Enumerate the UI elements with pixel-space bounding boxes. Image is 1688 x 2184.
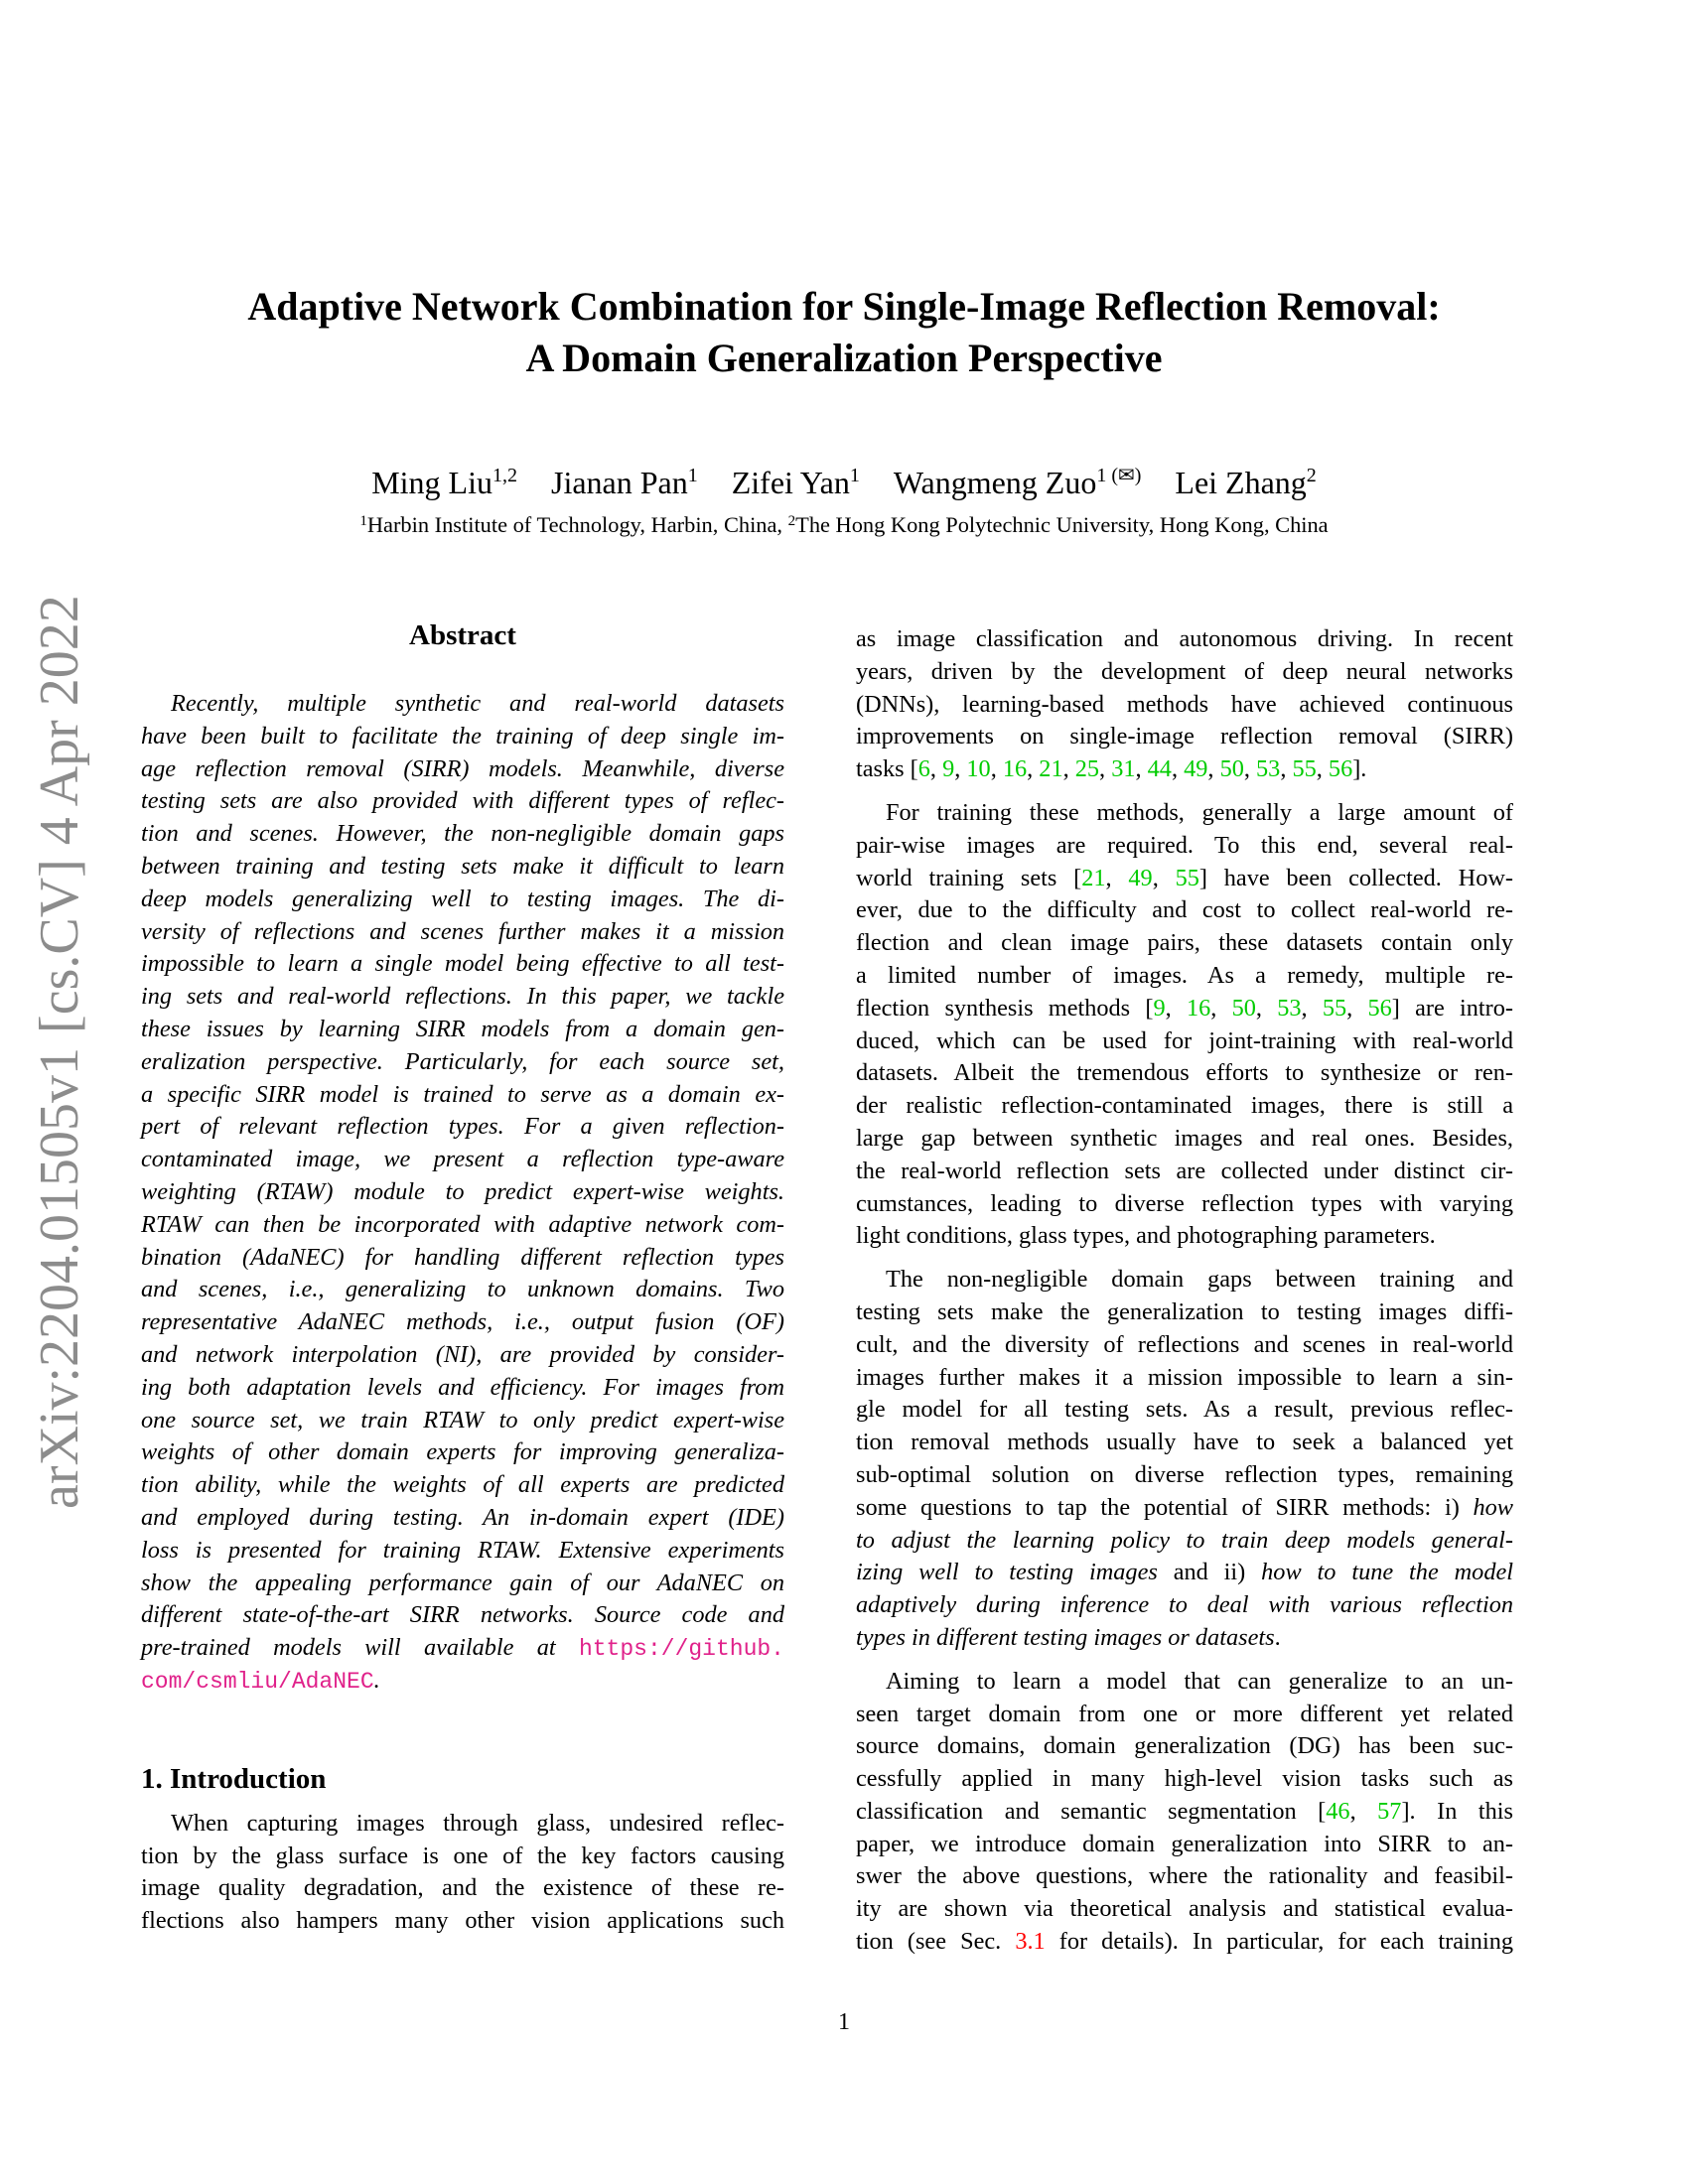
body-text: world training sets [ bbox=[856, 864, 1082, 891]
abstract-line: ing both adaptation levels and efficiency. For images from bbox=[141, 1373, 784, 1401]
body-line: classification and semantic segmentation [46, 57]. In this bbox=[856, 1797, 1513, 1825]
citation-link[interactable]: 53 bbox=[1277, 994, 1302, 1022]
citation-link[interactable]: 50 bbox=[1231, 994, 1256, 1022]
author-affiliation-mark: 1 bbox=[849, 465, 860, 486]
code-link[interactable]: https://github. bbox=[578, 1636, 784, 1663]
body-text: ] are intro- bbox=[1391, 994, 1513, 1022]
abstract-line: show the appealing performance gain of our AdaNEC on bbox=[141, 1569, 784, 1596]
body-line: tasks [6, 9, 10, 16, 21, 25, 31, 44, 49, 50, 53, 55, 56]. bbox=[856, 755, 1367, 783]
body-line: paper, we introduce domain generalization into SIRR to an- bbox=[856, 1830, 1513, 1857]
abstract-body bbox=[141, 688, 784, 1698]
body-text: tion (see Sec. bbox=[856, 1928, 1016, 1956]
body-text: some questions to tap the potential of SIRR methods: i) bbox=[856, 1493, 1474, 1521]
citation-link[interactable]: 50 bbox=[1219, 755, 1244, 783]
emphasis-text: how bbox=[1473, 1493, 1513, 1521]
body-text: classification and semantic segmentation [ bbox=[856, 1797, 1327, 1825]
body-line: world training sets [21, 49, 55] have been collected. How- bbox=[856, 864, 1513, 891]
author-name: Zifei Yan bbox=[731, 465, 850, 500]
citation-link[interactable]: 9 bbox=[942, 755, 955, 783]
body-line: duced, which can be used for joint-training with real-world bbox=[856, 1026, 1513, 1054]
abstract-line: have been built to facilitate the training of deep single im- bbox=[141, 722, 784, 750]
intro-line: When capturing images through glass, undesired reflec- bbox=[171, 1809, 784, 1837]
body-line: der realistic reflection-contaminated images, there is still a bbox=[856, 1092, 1513, 1120]
abstract-line: impossible to learn a single model being effective to all test- bbox=[141, 950, 784, 978]
body-line: (DNNs), learning-based methods have achieved continuous bbox=[856, 690, 1513, 718]
citation-link[interactable]: 56 bbox=[1367, 994, 1392, 1022]
body-line: sub-optimal solution on diverse reflection types, remaining bbox=[856, 1460, 1513, 1488]
abstract-text: . bbox=[373, 1666, 380, 1694]
body-text: tasks [ bbox=[856, 755, 918, 783]
author bbox=[371, 465, 517, 500]
citation-link[interactable]: 10 bbox=[966, 755, 991, 783]
citation-link[interactable]: 56 bbox=[1328, 755, 1353, 783]
citation-link[interactable]: 49 bbox=[1128, 864, 1153, 891]
abstract-line: age reflection removal (SIRR) models. Meanwhile, diverse bbox=[141, 754, 784, 782]
affiliation-text: Harbin Institute of Technology, Harbin, China, bbox=[366, 512, 788, 537]
body-line bbox=[856, 1557, 1513, 1589]
citation-link[interactable]: 16 bbox=[1002, 755, 1028, 783]
author bbox=[894, 465, 1142, 500]
author-name: Jianan Pan bbox=[550, 465, 688, 500]
author-name: Wangmeng Zuo bbox=[893, 465, 1097, 500]
title-line-1: Adaptive Network Combination for Single-Image Reflection Removal: bbox=[247, 284, 1441, 329]
author-name: Ming Liu bbox=[371, 465, 492, 500]
body-line: source domains, domain generalization (DG) has been suc- bbox=[856, 1732, 1513, 1760]
body-line bbox=[856, 1622, 1513, 1655]
page-number: 1 bbox=[838, 2009, 850, 2035]
emphasis-text: types in different testing images or datasets bbox=[856, 1623, 1275, 1651]
abstract-line: tion ability, while the weights of all experts are predicted bbox=[141, 1471, 784, 1499]
body-text: flection synthesis methods [ bbox=[856, 994, 1154, 1022]
abstract-line: a specific SIRR model is trained to serve as a domain ex- bbox=[141, 1080, 784, 1108]
abstract-line: and scenes, i.e., generalizing to unknown domains. Two bbox=[141, 1276, 784, 1303]
affiliation-text: The Hong Kong Polytechnic University, Hong Kong, China bbox=[795, 512, 1329, 537]
body-text: ]. In this bbox=[1401, 1797, 1513, 1825]
abstract-line: bination (AdaNEC) for handling different reflection types bbox=[141, 1243, 784, 1271]
citation-link[interactable]: 44 bbox=[1147, 755, 1172, 783]
abstract-line: versity of reflections and scenes further makes it a mission bbox=[141, 917, 784, 945]
body-line: gle model for all testing sets. As a result, previous reflec- bbox=[856, 1396, 1513, 1424]
affiliation-mark: 1 bbox=[359, 513, 367, 529]
intro-line: tion by the glass surface is one of the key factors causing bbox=[141, 1842, 784, 1869]
abstract-line: and employed during testing. An in-domain expert (IDE) bbox=[141, 1503, 784, 1531]
abstract-line: weighting (RTAW) module to predict expert-wise weights. bbox=[141, 1177, 784, 1205]
body-text: for details). In particular, for each training bbox=[1045, 1928, 1513, 1956]
author bbox=[732, 465, 860, 500]
abstract-line: different state-of-the-art SIRR networks. Source code and bbox=[141, 1601, 784, 1629]
citation-link[interactable]: 31 bbox=[1111, 755, 1136, 783]
citation-link[interactable]: 25 bbox=[1074, 755, 1100, 783]
author-affiliation-mark: 1 (✉) bbox=[1096, 465, 1142, 486]
body-line: flection and clean image pairs, these datasets contain only bbox=[856, 929, 1513, 957]
abstract-line: between training and testing sets make it difficult to learn bbox=[141, 852, 784, 880]
abstract-line: ing sets and real-world reflections. In this paper, we tackle bbox=[141, 983, 784, 1011]
author-affiliation-mark: 1,2 bbox=[492, 465, 517, 486]
abstract-line bbox=[141, 1665, 784, 1698]
citation-link[interactable]: 6 bbox=[917, 755, 930, 783]
abstract-heading: Abstract bbox=[409, 619, 516, 651]
body-line: large gap between synthetic images and real ones. Besides, bbox=[856, 1124, 1513, 1152]
body-line: improvements on single-image reflection removal (SIRR) bbox=[856, 723, 1513, 751]
citation-link[interactable]: 55 bbox=[1322, 994, 1347, 1022]
paper-title bbox=[149, 281, 1539, 384]
title-line-2: A Domain Generalization Perspective bbox=[525, 336, 1163, 380]
author-affiliation-mark: 2 bbox=[1306, 465, 1317, 486]
body-line: cessfully applied in many high-level vision tasks such as bbox=[856, 1765, 1513, 1793]
abstract-line: contaminated image, we present a reflection type-aware bbox=[141, 1146, 784, 1173]
abstract-line: one source set, we train RTAW to only predict expert-wise bbox=[141, 1406, 784, 1433]
body-text: and ii) bbox=[1157, 1559, 1262, 1586]
abstract-line: pert of relevant reflection types. For a given reflection- bbox=[141, 1113, 784, 1141]
abstract-text: pre-trained models will available at bbox=[141, 1634, 579, 1662]
body-line: light conditions, glass types, and photographing parameters. bbox=[856, 1222, 1436, 1250]
abstract-line: loss is presented for training RTAW. Extensive experiments bbox=[141, 1536, 784, 1564]
citation-link[interactable]: 21 bbox=[1039, 755, 1063, 783]
affiliations bbox=[149, 510, 1539, 540]
body-line: For training these methods, generally a large amount of bbox=[886, 798, 1513, 826]
citation-link[interactable]: 46 bbox=[1326, 1797, 1350, 1825]
author-name: Lei Zhang bbox=[1175, 465, 1307, 500]
body-line: years, driven by the development of deep neural networks bbox=[856, 657, 1513, 685]
body-line bbox=[856, 1492, 1513, 1525]
abstract-line: tion and scenes. However, the non-negligible domain gaps bbox=[141, 820, 784, 848]
abstract-line bbox=[141, 1632, 784, 1665]
citation-link[interactable]: 55 bbox=[1175, 864, 1199, 891]
body-line: ity are shown via theoretical analysis and statistical evalua- bbox=[856, 1895, 1513, 1923]
emphasis-text: izing well to testing images bbox=[856, 1559, 1158, 1586]
author-affiliation-mark: 1 bbox=[687, 465, 698, 486]
body-line: The non-negligible domain gaps between training and bbox=[886, 1266, 1513, 1294]
abstract-line: these issues by learning SIRR models from a domain gen- bbox=[141, 1015, 784, 1042]
abstract-line: Recently, multiple synthetic and real-world datasets bbox=[171, 690, 784, 717]
abstract-line: testing sets are also provided with different types of reflec- bbox=[141, 787, 784, 815]
abstract-line: RTAW can then be incorporated with adaptive network com- bbox=[141, 1210, 784, 1238]
citation-link[interactable]: 57 bbox=[1377, 1797, 1402, 1825]
body-line: images further makes it a mission impossible to learn a sin- bbox=[856, 1363, 1513, 1391]
body-line: to adjust the learning policy to train deep models general- bbox=[856, 1526, 1513, 1554]
citation-link[interactable]: 16 bbox=[1186, 994, 1211, 1022]
body-line: adaptively during inference to deal with various reflection bbox=[856, 1591, 1513, 1619]
intro-line: image quality degradation, and the existence of these re- bbox=[141, 1874, 784, 1902]
body-text: . bbox=[1274, 1623, 1281, 1651]
body-line: cult, and the diversity of reflections and scenes in real-world bbox=[856, 1330, 1513, 1358]
arxiv-identifier: arXiv:2204.01505v1 [cs.CV] 4 Apr 2022 bbox=[29, 595, 90, 1509]
body-line: cumstances, leading to diverse reflection types with varying bbox=[856, 1189, 1513, 1217]
body-line bbox=[856, 1926, 1513, 1959]
citation-link[interactable]: 21 bbox=[1081, 864, 1106, 891]
section-heading-introduction: 1. Introduction bbox=[141, 1762, 327, 1795]
section-ref-link[interactable]: 3.1 bbox=[1015, 1928, 1046, 1956]
code-link[interactable]: com/csmliu/AdaNEC bbox=[141, 1668, 374, 1695]
author-list bbox=[149, 463, 1539, 502]
citation-link[interactable]: 9 bbox=[1153, 994, 1166, 1022]
abstract-line: deep models generalizing well to testing images. The di- bbox=[141, 885, 784, 912]
body-line: Aiming to learn a model that can generalize to an un- bbox=[886, 1667, 1513, 1695]
citation-link[interactable]: 53 bbox=[1256, 755, 1281, 783]
body-line: seen target domain from one or more different yet related bbox=[856, 1700, 1513, 1727]
citation-link[interactable]: 55 bbox=[1292, 755, 1317, 783]
abstract-line: weights of other domain experts for improving generaliza- bbox=[141, 1438, 784, 1466]
body-line: the real-world reflection sets are collected under distinct cir- bbox=[856, 1157, 1513, 1184]
left-column bbox=[141, 615, 784, 1938]
citation-link[interactable]: 49 bbox=[1184, 755, 1208, 783]
body-line: ever, due to the difficulty and cost to collect real-world re- bbox=[856, 896, 1513, 924]
body-line: swer the above questions, where the rationality and feasibil- bbox=[856, 1862, 1513, 1890]
body-line: as image classification and autonomous driving. In recent bbox=[856, 625, 1513, 652]
affiliation-mark: 2 bbox=[787, 513, 796, 529]
body-text: ]. bbox=[1352, 755, 1367, 783]
body-text: ] have been collected. How- bbox=[1198, 864, 1513, 891]
body-line: testing sets make the generalization to testing images diffi- bbox=[856, 1297, 1513, 1325]
author bbox=[1175, 465, 1316, 500]
body-line: datasets. Albeit the tremendous efforts to synthesize or ren- bbox=[856, 1059, 1513, 1087]
abstract-line: eralization perspective. Particularly, for each source set, bbox=[141, 1047, 784, 1075]
abstract-line: representative AdaNEC methods, i.e., output fusion (OF) bbox=[141, 1308, 784, 1336]
emphasis-text: how to tune the model bbox=[1261, 1559, 1513, 1586]
abstract-line: and network interpolation (NI), are provided by consider- bbox=[141, 1340, 784, 1368]
body-line: flection synthesis methods [9, 16, 50, 53, 55, 56] are intro- bbox=[856, 994, 1513, 1022]
body-line: pair-wise images are required. To this end, several real- bbox=[856, 831, 1513, 859]
body-line: a limited number of images. As a remedy, multiple re- bbox=[856, 961, 1513, 989]
body-line: tion removal methods usually have to seek a balanced yet bbox=[856, 1429, 1513, 1456]
right-column bbox=[856, 623, 1513, 1959]
author bbox=[551, 465, 698, 500]
intro-line: flections also hampers many other vision applications such bbox=[141, 1907, 784, 1935]
